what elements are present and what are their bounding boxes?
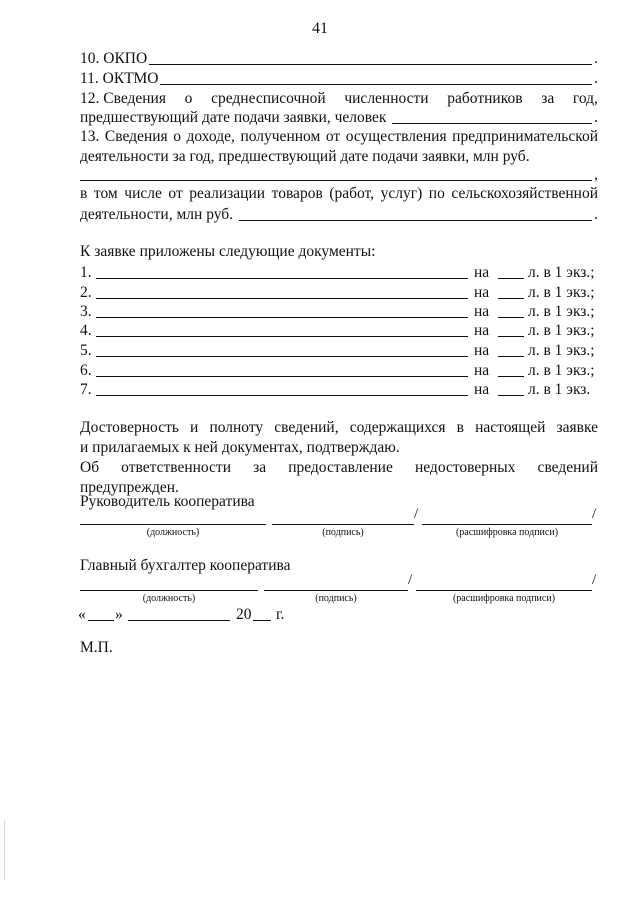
attachment-pages-field[interactable] <box>498 303 524 318</box>
income-row <box>80 164 598 184</box>
head-position-field[interactable] <box>80 524 266 525</box>
accountant-decoding-caption: (расшифровка подписи) <box>452 593 556 604</box>
item13-line1: 13. Сведения о доходе, полученном от осуществления предпринимательской <box>80 128 598 145</box>
item13-block <box>80 127 598 167</box>
okpo-row <box>80 48 598 68</box>
declaration-line1: Достоверность и полноту сведений, содержащихся в настоящей заявке <box>80 419 598 436</box>
agri-income-row <box>80 204 598 224</box>
attachment-pages-field[interactable] <box>498 381 524 396</box>
attachment-name-field[interactable] <box>96 322 468 337</box>
accountant-signature-caption: (подпись) <box>315 593 357 604</box>
item12-word: о <box>184 90 193 107</box>
attachment-number: 5. <box>80 342 92 359</box>
attachment-na: на <box>474 322 490 339</box>
item13-sub-line1: в том числе от реализации товаров (работ, услуг) по сельскохозяйственной <box>80 185 598 202</box>
date-close-quote: » <box>115 606 123 623</box>
attachment-row <box>80 282 598 302</box>
attachment-na: на <box>474 362 490 379</box>
attachment-pages-field[interactable] <box>498 362 524 377</box>
attachment-number: 1. <box>80 264 92 281</box>
item12-word: год, <box>572 90 598 107</box>
attachment-row <box>80 320 598 340</box>
head-decoding-field[interactable] <box>422 524 592 525</box>
attachment-na: на <box>474 264 490 281</box>
okpo-period: . <box>594 50 598 67</box>
attachment-name-field[interactable] <box>96 381 468 396</box>
oktmo-period: . <box>594 70 598 87</box>
oktmo-field[interactable] <box>160 70 592 85</box>
stamp-place: М.П. <box>80 639 113 656</box>
attachment-na: на <box>474 381 490 398</box>
item12-line1 <box>80 88 598 108</box>
accountant-label: Главный бухгалтер кооператива <box>80 557 291 574</box>
attachment-name-field[interactable] <box>96 284 468 299</box>
declaration-line3: Об ответственности за предоставление недостоверных сведений предупрежден. <box>80 459 598 496</box>
head-slash: / <box>414 506 419 522</box>
accountant-position-field[interactable] <box>80 590 258 591</box>
attachment-row <box>80 301 598 321</box>
income-field[interactable] <box>80 166 592 181</box>
accountant-position-caption: (должность) <box>142 593 196 604</box>
item12-period: . <box>594 109 598 126</box>
attachment-na: на <box>474 303 490 320</box>
item13-sub-line2: деятельности, млн руб. <box>80 206 234 223</box>
attachment-suffix: л. в 1 экз.; <box>528 303 595 320</box>
attachments-heading: К заявке приложены следующие документы: <box>80 243 376 260</box>
attachment-number: 7. <box>80 381 92 398</box>
date-day-field[interactable] <box>88 620 114 621</box>
attachment-row <box>80 340 598 360</box>
head-slash: / <box>592 506 597 522</box>
attachment-number: 2. <box>80 284 92 301</box>
accountant-slash: / <box>408 572 413 588</box>
head-signature-caption: (подпись) <box>322 527 364 538</box>
attachment-suffix: л. в 1 экз.; <box>528 284 595 301</box>
attachment-suffix: л. в 1 экз.; <box>528 264 595 281</box>
item13-sub-block <box>80 184 598 204</box>
attachment-na: на <box>474 284 490 301</box>
date-year-suffix: г. <box>276 606 285 623</box>
item12-line2 <box>80 107 598 127</box>
attachment-pages-field[interactable] <box>498 264 524 279</box>
attachment-row <box>80 262 598 282</box>
item12-word: среднесписочной <box>211 90 326 107</box>
accountant-slash: / <box>592 572 597 588</box>
date-year-prefix: 20 <box>236 606 252 623</box>
scan-edge-line <box>4 820 5 880</box>
head-label: Руководитель кооператива <box>80 493 255 510</box>
attachment-number: 6. <box>80 362 92 379</box>
attachment-suffix: л. в 1 экз.; <box>528 322 595 339</box>
declaration-line2: и прилагаемых к ней документах, подтверждаю. <box>80 439 400 456</box>
attachment-name-field[interactable] <box>96 342 468 357</box>
oktmo-row <box>80 68 598 88</box>
attachment-pages-field[interactable] <box>498 284 524 299</box>
attachment-name-field[interactable] <box>96 303 468 318</box>
item13-line2: деятельности за год, предшествующий дате подачи заявки, млн руб. <box>80 148 530 165</box>
attachment-suffix: л. в 1 экз.; <box>528 362 595 379</box>
attachment-number: 4. <box>80 322 92 339</box>
attachment-name-field[interactable] <box>96 362 468 377</box>
declaration-block <box>80 418 598 498</box>
accountant-signature-field[interactable] <box>264 590 408 591</box>
attachment-pages-field[interactable] <box>498 342 524 357</box>
head-signature-field[interactable] <box>272 524 414 525</box>
oktmo-label: 11. ОКТМО <box>80 70 159 87</box>
item12-word: 12. Сведения <box>80 90 166 107</box>
head-decoding-caption: (расшифровка подписи) <box>455 527 559 538</box>
agri-income-period: . <box>594 206 598 223</box>
item12-word: численности <box>344 90 429 107</box>
attachment-na: на <box>474 342 490 359</box>
income-comma: , <box>594 166 598 183</box>
attachment-pages-field[interactable] <box>498 322 524 337</box>
head-position-caption: (должность) <box>146 527 200 538</box>
agri-income-field[interactable] <box>239 206 592 221</box>
attachment-row <box>80 379 598 399</box>
attachment-row <box>80 360 598 380</box>
okpo-label: 10. ОКПО <box>80 50 148 67</box>
page-number: 41 <box>312 20 328 37</box>
date-year-field[interactable] <box>253 620 271 621</box>
item12-word: за <box>541 90 555 107</box>
okpo-field[interactable] <box>149 50 592 65</box>
item12-word: работников <box>447 90 523 107</box>
date-open-quote: « <box>78 606 86 623</box>
accountant-decoding-field[interactable] <box>416 590 592 591</box>
attachment-suffix: л. в 1 экз.; <box>528 342 595 359</box>
employee-count-field[interactable] <box>392 109 592 124</box>
item12-text: предшествующий дате подачи заявки, человек <box>80 109 387 126</box>
attachment-name-field[interactable] <box>96 264 468 279</box>
date-month-field[interactable] <box>128 620 230 621</box>
attachment-suffix: л. в 1 экз. <box>528 381 591 398</box>
attachment-number: 3. <box>80 303 92 320</box>
